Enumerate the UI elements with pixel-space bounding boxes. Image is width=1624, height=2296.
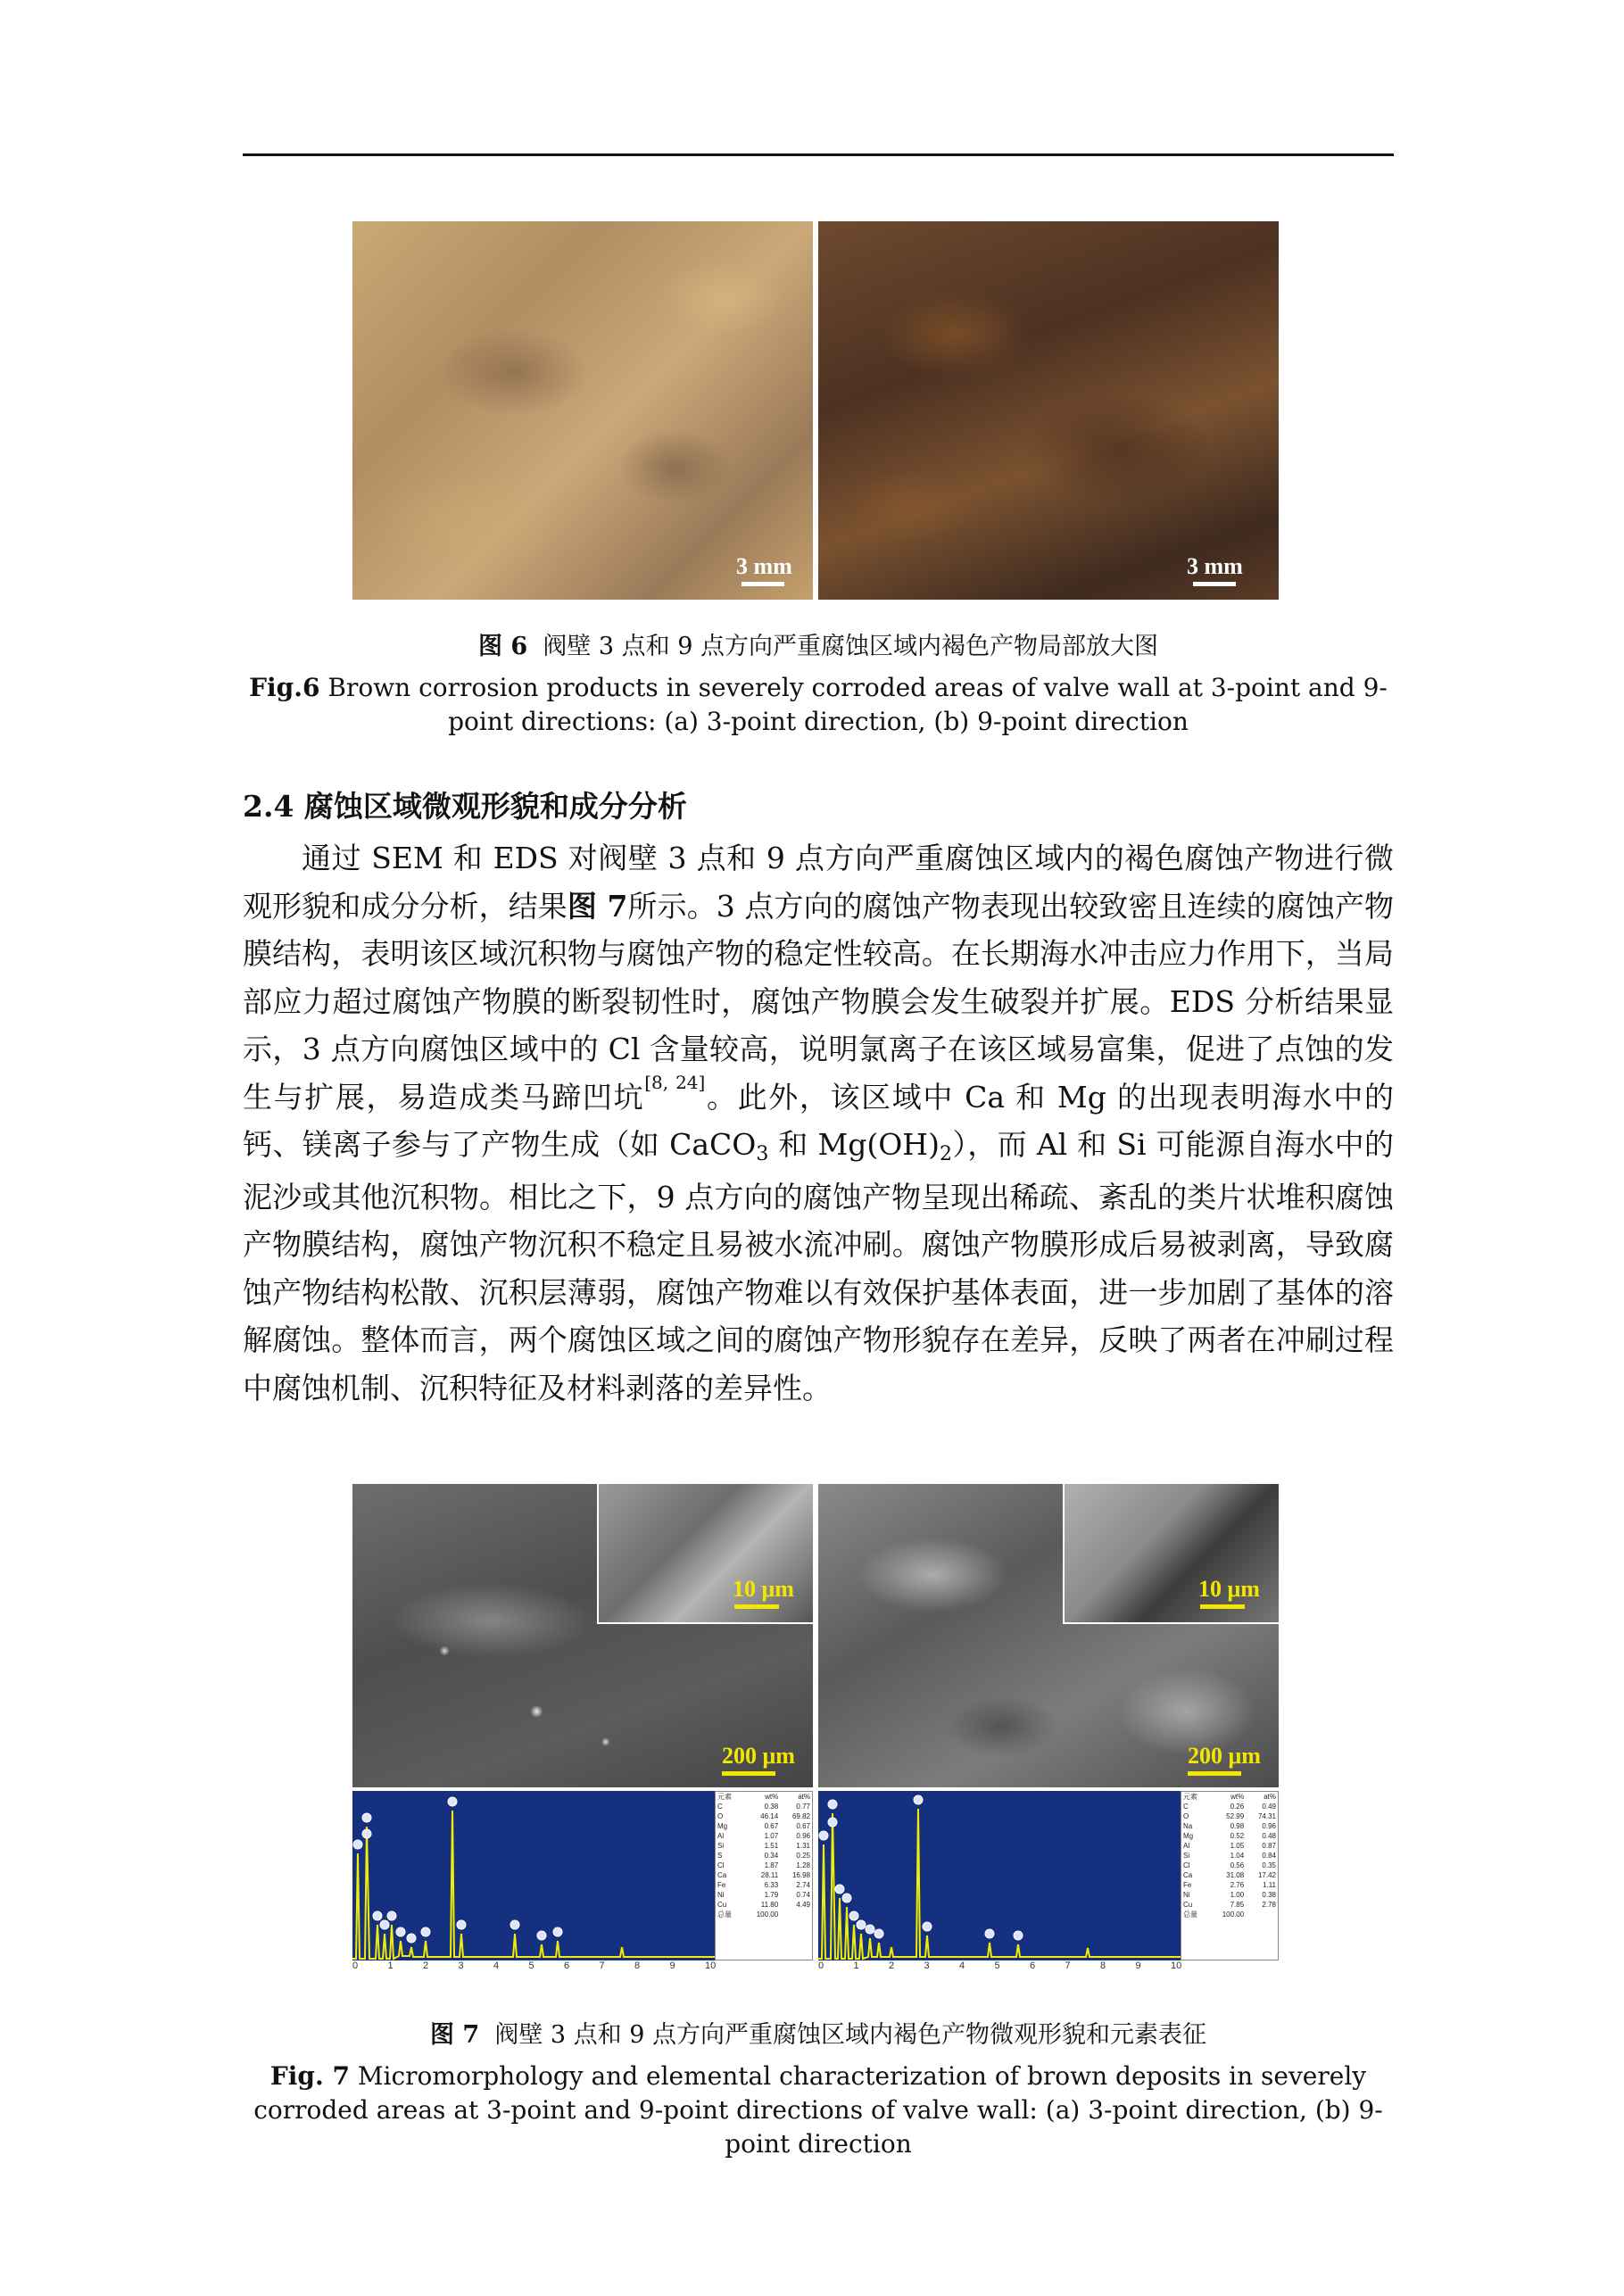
eds-table-cell: 0.74 xyxy=(796,1891,810,1899)
fig7-eds-a xyxy=(352,1791,813,1974)
eds-table-row xyxy=(1181,1861,1278,1870)
fig7-sem-b-inset xyxy=(1063,1484,1279,1624)
eds-table-cell: Mg xyxy=(1183,1832,1194,1840)
eds-table-cell: 0.25 xyxy=(796,1852,810,1860)
eds-table-cell: 11.80 xyxy=(760,1901,779,1909)
eds-table-cell: 0.38 xyxy=(764,1803,779,1811)
eds-table-cell: 31.08 xyxy=(1226,1871,1245,1879)
fig7-b-inset-scale-bar xyxy=(1200,1604,1245,1609)
eds-axis-tick: 0 xyxy=(818,1960,824,1971)
eds-axis-tick: 4 xyxy=(493,1960,500,1971)
eds-table-cell: S xyxy=(717,1852,723,1860)
eds-table-cell: Fe xyxy=(1183,1881,1192,1889)
eds-table-cell: 0.96 xyxy=(1262,1822,1276,1830)
eds-table-row xyxy=(1181,1802,1278,1811)
eds-table-cell: 0.96 xyxy=(796,1832,810,1840)
fig6-photo-a xyxy=(352,221,813,600)
eds-b-axis xyxy=(818,1960,1181,1974)
eds-table-row xyxy=(1181,1851,1278,1861)
fig7-a-main-scale-bar xyxy=(722,1771,775,1776)
eds-axis-tick: 7 xyxy=(599,1960,605,1971)
fig6-caption-cn-text: 阀壁 3 点和 9 点方向严重腐蚀区域内褐色产物局部放大图 xyxy=(543,633,1159,660)
citation[interactable]: [8, 24] xyxy=(644,1071,706,1093)
eds-table-header xyxy=(716,1792,812,1802)
eds-axis-tick: 8 xyxy=(634,1960,641,1971)
eds-table-row xyxy=(1181,1811,1278,1821)
eds-table-row xyxy=(1181,1870,1278,1880)
eds-table-cell: 52.99 xyxy=(1226,1812,1245,1820)
eds-table-cell: C xyxy=(1183,1803,1189,1811)
body-paragraph xyxy=(243,834,1394,1412)
eds-axis-tick: 3 xyxy=(458,1960,464,1971)
fig7-caption-en-label: Fig. 7 xyxy=(269,2061,350,2091)
eds-table-cell: wt% xyxy=(1230,1793,1245,1801)
para-part-5: ），而 Al 和 Si 可能源自海水中的泥沙或其他沉积物。相比之下，9 点方向的腐蚀产物呈现出稀疏、紊乱的类片状堆积腐蚀产物膜结构，腐蚀产物沉积不稳定且易被水流冲刷。腐蚀产物膜形成后易被剥离，导致腐蚀产物结构松散、沉积层薄弱，腐蚀产物难以有效保护基体表面，进一步加剧了基体的溶解腐蚀。整体而言，两个腐蚀区域之间的腐蚀产物形貌存在差异，反映了两者在冲刷过程中腐蚀机制、沉积特征及材料剥落的差异性。 xyxy=(243,1127,1394,1405)
eds-axis-tick: 9 xyxy=(1135,1960,1141,1971)
eds-table-cell: wt% xyxy=(765,1793,779,1801)
eds-a-table xyxy=(715,1791,813,1960)
eds-table-row xyxy=(716,1861,812,1870)
fig7-caption-cn-label: 图 7 xyxy=(429,2021,480,2049)
fig7-a-inset-scale-bar xyxy=(734,1604,779,1609)
subscript-3: 3 xyxy=(756,1143,769,1165)
fig7-sem-a-inset xyxy=(597,1484,813,1624)
eds-table-cell: 17.42 xyxy=(1257,1871,1276,1879)
eds-table-cell: C xyxy=(717,1803,723,1811)
eds-table-cell: 1.31 xyxy=(796,1842,810,1850)
eds-table-row xyxy=(1181,1890,1278,1900)
eds-table-cell: Cu xyxy=(1183,1901,1193,1909)
eds-table-row xyxy=(1181,1900,1278,1910)
eds-a-axis xyxy=(352,1960,715,1974)
eds-table-cell: 100.00 xyxy=(1222,1911,1245,1919)
fig7-caption-cn-text: 阀壁 3 点和 9 点方向严重腐蚀区域内褐色产物微观形貌和元素表征 xyxy=(494,2021,1207,2049)
eds-axis-tick: 6 xyxy=(564,1960,570,1971)
eds-table-cell xyxy=(780,1910,812,1919)
eds-table-cell: 0.87 xyxy=(1262,1842,1276,1850)
eds-table-cell: 0.38 xyxy=(1262,1891,1276,1899)
eds-b-table xyxy=(1181,1791,1279,1960)
eds-a-spectrum xyxy=(352,1791,715,1960)
eds-axis-tick: 2 xyxy=(423,1960,429,1971)
fig6-caption-en xyxy=(243,671,1394,739)
eds-axis-tick: 3 xyxy=(924,1960,930,1971)
fig7-sem-a xyxy=(352,1484,813,1787)
eds-axis-tick: 6 xyxy=(1030,1960,1036,1971)
fig6-a-scale-bar xyxy=(742,582,784,586)
eds-table-cell: 0.49 xyxy=(1262,1803,1276,1811)
eds-table-cell: 0.56 xyxy=(1230,1861,1245,1869)
eds-table-cell: 1.04 xyxy=(1230,1852,1245,1860)
eds-table-row xyxy=(1181,1821,1278,1831)
fig6-a-scale-label: 3 mm xyxy=(736,553,792,579)
eds-table-row xyxy=(716,1851,812,1861)
eds-table-cell: Ca xyxy=(1183,1871,1193,1879)
eds-table-row xyxy=(716,1821,812,1831)
eds-table-cell: 0.35 xyxy=(1262,1861,1276,1869)
eds-table-row xyxy=(716,1811,812,1821)
eds-table-cell: 69.82 xyxy=(791,1812,810,1820)
eds-table-row xyxy=(1181,1831,1278,1841)
eds-table-cell: 16.98 xyxy=(791,1871,810,1879)
eds-table-cell: 1.00 xyxy=(1230,1891,1245,1899)
eds-table-cell: 74.31 xyxy=(1257,1812,1276,1820)
fig7-b-main-scale-label: 200 μm xyxy=(1188,1743,1261,1769)
eds-table-cell: 2.76 xyxy=(1230,1881,1245,1889)
eds-table-row xyxy=(716,1841,812,1851)
fig6-caption-cn-label: 图 6 xyxy=(477,633,528,660)
para-part-2: 所示。3 点方向的腐蚀产物表现出较致密且连续的腐蚀产物膜结构，表明该区域沉积物与腐蚀产物的稳定性较高。在长期海水冲击应力作用下，当局部应力超过腐蚀产物膜的断裂韧性时，腐蚀产物膜会发生破裂并扩展。EDS 分析结果显示，3 点方向腐蚀区域中的 Cl 含量较高，说明氯离子在该区域易富集，促进了点蚀的发生与扩展，易造成类马蹄凹坑 xyxy=(243,888,1394,1115)
eds-axis-tick: 9 xyxy=(669,1960,675,1971)
eds-axis-tick: 8 xyxy=(1100,1960,1106,1971)
eds-table-header xyxy=(1181,1792,1278,1802)
fig6-caption-en-text: Brown corrosion products in severely corroded areas of valve wall at 3-point and 9-point directions: (a) 3-point direction, (b) 9-point direction xyxy=(327,673,1388,736)
eds-table-row xyxy=(716,1910,812,1919)
fig6-b-scale-label: 3 mm xyxy=(1187,553,1243,579)
eds-axis-tick: 5 xyxy=(994,1960,1000,1971)
eds-table-cell: 0.26 xyxy=(1230,1803,1245,1811)
eds-axis-tick: 2 xyxy=(889,1960,895,1971)
eds-table-cell: Si xyxy=(717,1842,725,1850)
eds-table-cell: Ni xyxy=(717,1891,725,1899)
eds-b-spectrum-svg xyxy=(818,1791,1181,1960)
eds-table-cell: 总量 xyxy=(717,1911,732,1919)
eds-table-cell: 元素 xyxy=(1183,1793,1197,1801)
fig7-a-main-scale-label: 200 μm xyxy=(722,1743,795,1769)
eds-axis-tick: 1 xyxy=(387,1960,394,1971)
eds-table-cell: 1.05 xyxy=(1230,1842,1245,1850)
eds-table-cell: 2.74 xyxy=(796,1881,810,1889)
fig7-a-inset-scale-label: 10 μm xyxy=(733,1576,794,1602)
eds-table-cell: 4.49 xyxy=(796,1901,810,1909)
para-part-4: 和 Mg(OH) xyxy=(768,1127,940,1162)
eds-table-cell: 1.51 xyxy=(764,1842,779,1850)
eds-table-cell: Na xyxy=(1183,1822,1193,1830)
eds-table-cell: O xyxy=(717,1812,724,1820)
para-part-3: 。此外，该区域中 Ca 和 Mg 的出现表明海水中的钙、镁离子参与了产物生成（如 CaCO xyxy=(243,1079,1394,1162)
eds-table-cell: 0.77 xyxy=(796,1803,810,1811)
fig6-caption-en-label: Fig.6 xyxy=(249,673,320,702)
eds-table-row xyxy=(716,1831,812,1841)
eds-table-cell: 元素 xyxy=(717,1793,732,1801)
eds-table-cell: 1.79 xyxy=(764,1891,779,1899)
eds-table-cell: Al xyxy=(1183,1842,1190,1850)
eds-table-cell: 0.52 xyxy=(1230,1832,1245,1840)
eds-table-cell: Cl xyxy=(1183,1861,1190,1869)
eds-b-spectrum xyxy=(818,1791,1181,1960)
fig7-reference[interactable]: 图 7 xyxy=(567,888,628,924)
eds-table-cell: 7.85 xyxy=(1230,1901,1245,1909)
fig7-b-inset-scale-label: 10 μm xyxy=(1198,1576,1260,1602)
eds-table-row xyxy=(1181,1910,1278,1919)
eds-table-cell: 2.78 xyxy=(1262,1901,1276,1909)
eds-axis-tick: 1 xyxy=(853,1960,859,1971)
eds-table-row xyxy=(1181,1841,1278,1851)
eds-table-cell: 总量 xyxy=(1183,1911,1197,1919)
eds-table-cell: 0.98 xyxy=(1230,1822,1245,1830)
section-heading: 2.4 腐蚀区域微观形貌和成分分析 xyxy=(243,789,687,824)
eds-axis-tick: 10 xyxy=(1171,1960,1182,1971)
eds-axis-tick: 4 xyxy=(959,1960,965,1971)
eds-table-cell: Ca xyxy=(717,1871,727,1879)
eds-table-cell: Cu xyxy=(717,1901,727,1909)
eds-table-row xyxy=(716,1802,812,1811)
fig6-photo-b xyxy=(818,221,1279,600)
eds-axis-tick: 10 xyxy=(705,1960,717,1971)
fig7-sem-b xyxy=(818,1484,1279,1787)
eds-table-cell: 1.87 xyxy=(764,1861,779,1869)
eds-axis-tick: 5 xyxy=(528,1960,534,1971)
eds-table-cell: at% xyxy=(1264,1793,1276,1801)
eds-table-cell: 46.14 xyxy=(760,1812,779,1820)
eds-table-cell: 0.67 xyxy=(764,1822,779,1830)
eds-table-cell: 100.00 xyxy=(756,1911,779,1919)
eds-table-cell: Fe xyxy=(717,1881,726,1889)
eds-table-cell: Ni xyxy=(1183,1891,1190,1899)
eds-table-cell: 0.48 xyxy=(1262,1832,1276,1840)
eds-table-cell: Al xyxy=(717,1832,725,1840)
fig7-b-main-scale-bar xyxy=(1188,1771,1241,1776)
eds-table-row xyxy=(716,1870,812,1880)
eds-table-cell: O xyxy=(1183,1812,1189,1820)
eds-table-cell: 1.11 xyxy=(1263,1881,1276,1889)
para-part-1: 通过 SEM 和 EDS 对阀壁 3 点和 9 点方向严重腐蚀区域内的褐色腐蚀产物进行微观形貌和成分分析，结果 xyxy=(243,841,1394,924)
eds-table-cell: 6.33 xyxy=(764,1881,779,1889)
eds-table-cell: at% xyxy=(798,1793,810,1801)
eds-table-row xyxy=(716,1890,812,1900)
eds-table-row xyxy=(716,1880,812,1890)
eds-a-spectrum-svg xyxy=(352,1791,715,1960)
eds-table-cell: Si xyxy=(1183,1852,1190,1860)
eds-table-cell: 28.11 xyxy=(760,1871,779,1879)
eds-table-cell: 0.84 xyxy=(1262,1852,1276,1860)
eds-table-cell: Cl xyxy=(717,1861,725,1869)
fig6-b-scale-bar xyxy=(1193,582,1236,586)
fig7-caption-en-text: Micromorphology and elemental characterization of brown deposits in severely corroded areas at 3-point and 9-point directions of valve wall: (a) 3-point direction, (b) 9-point direction xyxy=(253,2061,1383,2159)
header-rule xyxy=(243,153,1394,156)
fig7-caption-en xyxy=(243,2060,1394,2161)
eds-table-cell: 1.07 xyxy=(764,1832,779,1840)
eds-axis-tick: 0 xyxy=(352,1960,359,1971)
eds-table-cell: Mg xyxy=(717,1822,728,1830)
eds-table-row xyxy=(1181,1880,1278,1890)
eds-table-row xyxy=(716,1900,812,1910)
subscript-2: 2 xyxy=(939,1143,952,1165)
fig7-eds-b xyxy=(818,1791,1279,1974)
fig7-caption-cn xyxy=(243,2018,1394,2052)
eds-axis-tick: 7 xyxy=(1065,1960,1071,1971)
fig6-caption-cn xyxy=(243,630,1394,664)
eds-table-cell: 0.34 xyxy=(764,1852,779,1860)
eds-table-cell: 0.67 xyxy=(796,1822,810,1830)
eds-table-cell xyxy=(1246,1910,1278,1919)
eds-table-cell: 1.28 xyxy=(796,1861,810,1869)
